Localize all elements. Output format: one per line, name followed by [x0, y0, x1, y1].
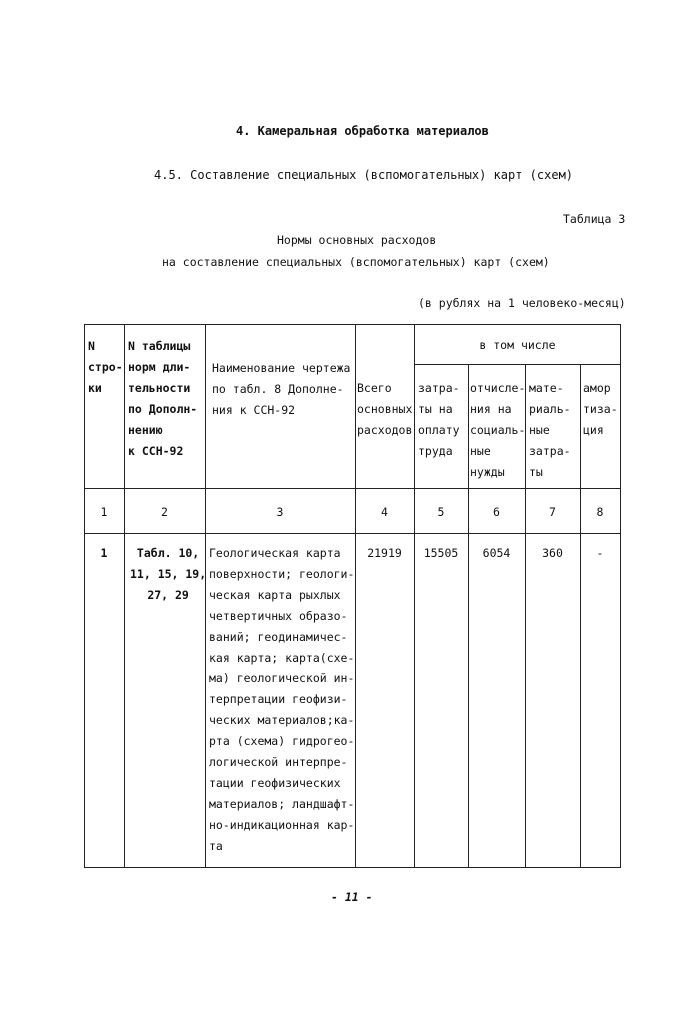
- cell-amortization: -: [596, 546, 604, 560]
- cell-material-costs: 360: [542, 546, 563, 560]
- page-number: - 11 -: [331, 890, 373, 904]
- header-row-number: N стро- ки: [88, 339, 123, 395]
- col-divider-1: [124, 324, 125, 867]
- col-divider-4: [414, 324, 415, 867]
- header-amortization: амор тиза- ция: [583, 381, 618, 437]
- cell-total-costs: 21919: [367, 546, 402, 560]
- header-drawing-name: Наименование чертежа по табл. 8 Дополне- ния к ССН-92: [212, 361, 351, 417]
- header-labor-costs: затра- ты на оплату труда: [418, 381, 460, 458]
- subsection-title: 4.5. Составление специальных (вспомогательных) карт (схем): [154, 168, 574, 182]
- cell-norm-table-ref: Табл. 10, 11, 15, 19, 27, 29: [130, 546, 207, 602]
- section-title: 4. Камеральная обработка материалов: [236, 124, 489, 138]
- col-number-2: 2: [161, 505, 168, 519]
- col-divider-5: [468, 364, 469, 867]
- col-number-6: 6: [493, 505, 500, 519]
- col-number-4: 4: [381, 505, 388, 519]
- col-number-8: 8: [596, 505, 604, 519]
- table-right-border: [620, 324, 621, 867]
- table-left-border: [84, 324, 85, 867]
- cell-row-number: 1: [100, 546, 108, 560]
- table-bottom-border: [84, 867, 621, 868]
- col-number-5: 5: [437, 505, 445, 519]
- header-material-costs: мате- риаль- ные затра- ты: [529, 381, 571, 479]
- header-bottom-border: [84, 488, 621, 489]
- units-note: (в рублях на 1 человеко-месяц): [418, 296, 626, 310]
- col-number-3: 3: [276, 505, 284, 519]
- cell-social-costs: 6054: [482, 546, 511, 560]
- header-group-including: в том числе: [479, 338, 556, 352]
- col-divider-3: [355, 324, 356, 867]
- table-top-border: [84, 324, 621, 325]
- header-norm-table: N таблицы норм дли- тельности по Дополн- нению к ССН-92: [128, 339, 198, 458]
- col-number-1: 1: [100, 505, 108, 519]
- cell-labor-costs: 15505: [423, 546, 459, 560]
- table-label: Таблица 3: [563, 212, 626, 226]
- header-total-costs: Всего основных расходов: [357, 381, 413, 437]
- group-header-divider: [414, 364, 621, 365]
- col-numbers-bottom-border: [84, 533, 621, 534]
- cell-drawing-name: Геологическая карта поверхности; геологи- ческая карта рыхлых четвертичных образо- ваний; геодинамичес- кая карта; карта(схе- ма) геологической ин- терпретации геофизи- ческих материалов;ка- рта (схема) гидрогео- логической интерпре- тации геофизических материалов; ландшафт- но-индикационная кар- та: [209, 546, 355, 853]
- col-number-7: 7: [549, 505, 556, 519]
- header-social-costs: отчисле- ния на социаль- ные нужды: [470, 381, 526, 479]
- table-caption-line2: на составление специальных (вспомогательных) карт (схем): [162, 255, 550, 269]
- col-divider-7: [580, 364, 581, 867]
- table-caption-line1: Нормы основных расходов: [277, 233, 437, 247]
